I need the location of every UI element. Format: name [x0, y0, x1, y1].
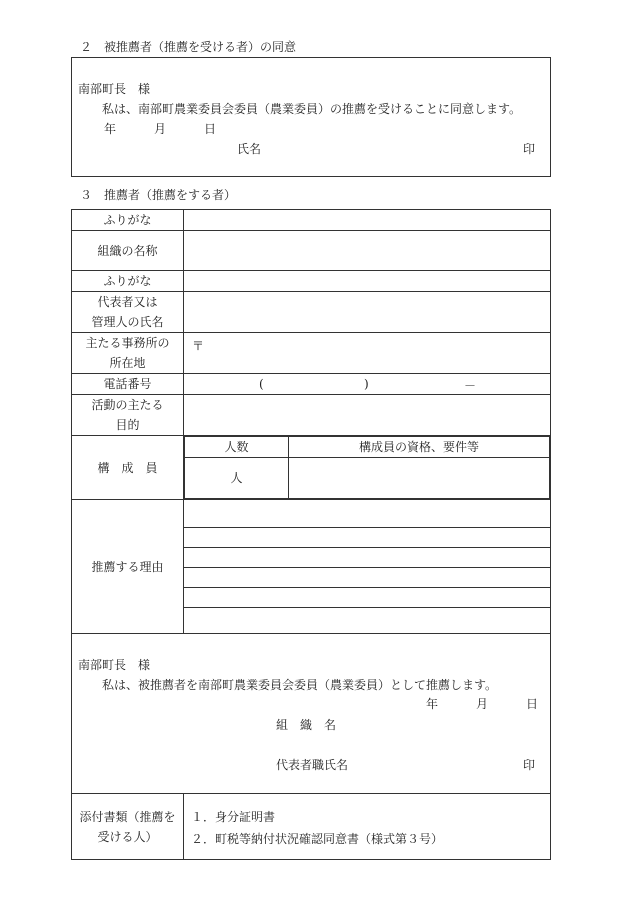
- consent-addressee: 南部町長 様: [78, 82, 151, 96]
- recommend-addressee: 南部町長 様: [78, 658, 151, 672]
- attachments-label: [72, 794, 184, 860]
- rep-label-line1: 代表者又は: [97, 295, 158, 309]
- furigana-label-2: ふりがな: [72, 271, 184, 292]
- consent-date-month: 月: [154, 122, 167, 136]
- phone-dash: －: [464, 379, 477, 393]
- furigana-label-1: ふりがな: [72, 210, 184, 231]
- reason-field[interactable]: [184, 500, 551, 634]
- qualification-field[interactable]: [289, 458, 550, 499]
- consent-date-day: 日: [204, 122, 217, 136]
- postal-mark: 〒: [192, 339, 205, 353]
- section3-heading: ３ 推薦者（推薦をする者）: [80, 188, 237, 202]
- rep-label-line2: 管理人の氏名: [91, 315, 164, 329]
- office-label-line2: 所在地: [109, 356, 146, 370]
- attach-item-1: １．身分証明書: [191, 810, 276, 824]
- count-unit: 人: [230, 471, 243, 485]
- members-subtable: [184, 436, 550, 499]
- attach-label-line2: 受ける人）: [97, 829, 158, 844]
- consent-box: [71, 57, 551, 177]
- org-name-field[interactable]: [184, 231, 551, 271]
- consent-date-year: 年: [104, 122, 117, 136]
- office-label-line1: 主たる事務所の: [85, 336, 170, 350]
- phone-field[interactable]: [184, 374, 551, 395]
- reason-rule-2: [184, 547, 550, 548]
- office-label: [72, 333, 184, 374]
- representative-label: [72, 292, 184, 333]
- activity-label-line2: 目的: [115, 418, 140, 432]
- phone-label: 電話番号: [72, 374, 184, 395]
- recommend-rep-label: 代表者職氏名: [276, 758, 349, 772]
- qualification-header: 構成員の資格、要件等: [289, 437, 550, 458]
- consent-seal: 印: [523, 142, 536, 156]
- org-name-label: 組織の名称: [72, 231, 184, 271]
- members-label: 構 成 員: [72, 436, 184, 500]
- recommend-org-label: 組 織 名: [276, 718, 337, 732]
- phone-close-paren: ): [364, 377, 369, 391]
- recommend-date-month: 月: [476, 697, 489, 711]
- reason-rule-4: [184, 587, 550, 588]
- consent-statement: 私は、南部町農業委員会委員（農業委員）の推薦を受けることに同意します。: [102, 102, 522, 116]
- reason-label: 推薦する理由: [72, 500, 184, 634]
- section2-heading: ２ 被推薦者（推薦を受ける者）の同意: [80, 40, 297, 54]
- activity-label: [72, 395, 184, 436]
- reason-rule-1: [184, 527, 550, 528]
- recommend-seal: 印: [523, 758, 536, 772]
- member-count-field[interactable]: [185, 458, 289, 499]
- activity-field[interactable]: [184, 395, 551, 436]
- attachments-list: [184, 794, 551, 860]
- recommendation-block: [72, 634, 551, 794]
- phone-open-paren: (: [259, 377, 264, 391]
- activity-label-line1: 活動の主たる: [91, 398, 164, 412]
- attach-item-2: ２．町税等納付状況確認同意書（様式第３号）: [191, 832, 444, 846]
- recommender-table: [71, 209, 551, 860]
- org-furigana-field[interactable]: [184, 210, 551, 231]
- consent-name-label: 氏名: [237, 142, 262, 156]
- attach-label-line1: 添付書類（推薦を: [79, 809, 176, 824]
- recommend-statement: 私は、被推薦者を南部町農業委員会委員（農業委員）として推薦します。: [102, 678, 498, 692]
- members-cell: [184, 436, 551, 500]
- recommend-date-day: 日: [526, 697, 539, 711]
- office-address-field[interactable]: [184, 333, 551, 374]
- rep-furigana-field[interactable]: [184, 271, 551, 292]
- representative-field[interactable]: [184, 292, 551, 333]
- count-header: 人数: [185, 437, 289, 458]
- reason-rule-5: [184, 607, 550, 608]
- reason-rule-3: [184, 567, 550, 568]
- recommend-date-year: 年: [426, 697, 439, 711]
